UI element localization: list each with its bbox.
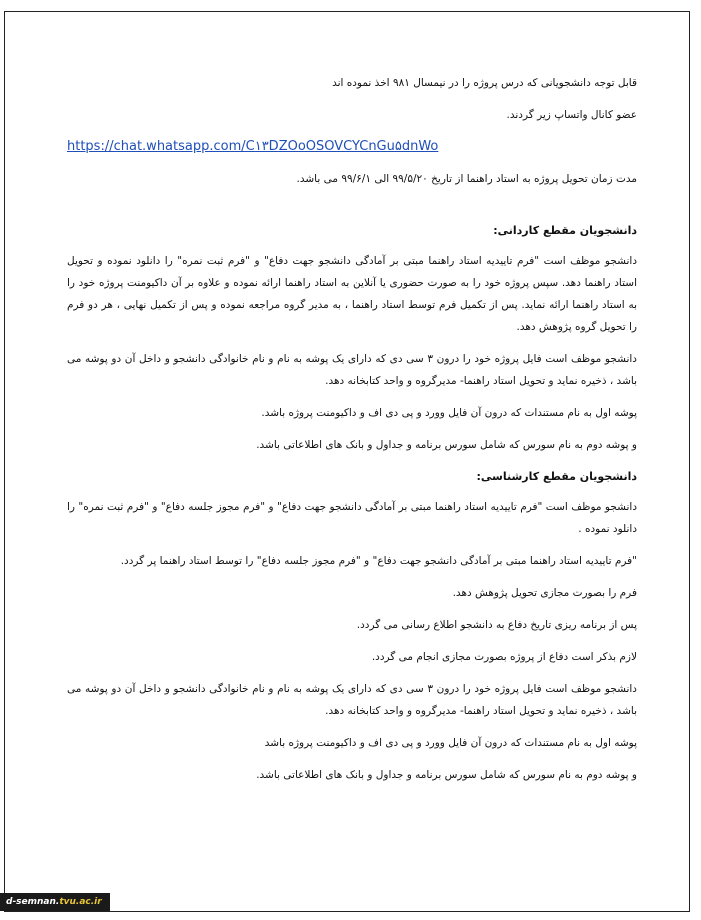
bachelor-paragraph-6: دانشجو موظف است فایل پروژه خود را درون ۳ سی دی که دارای یک پوشه به نام و نام خانوادگی دانشجو و داخل آن دو پوشه می باشد ، ذخیره نماید و تحویل استاد راهنما- مدیرگروه و واحد کتابخانه دهد. (67, 683, 637, 717)
section-spacer (67, 190, 637, 220)
notice-line-2: عضو کانال واتساپ زیر گردند. (506, 109, 637, 121)
document-content (67, 72, 637, 786)
notice-line-1: قابل توجه دانشجویانی که درس پروژه را در نیمسال ۹۸۱ اخذ نموده اند (332, 77, 637, 89)
bachelor-heading: دانشجویان مقطع کارشناسی: (476, 470, 637, 483)
watermark-prefix: d-semnan. (6, 897, 60, 907)
bachelor-paragraph-7: پوشه اول به نام مستندات که درون آن فایل وورد و پی دی اف و داکیومنت پروژه باشد (264, 737, 637, 749)
associate-paragraph-3: پوشه اول به نام مستندات که درون آن فایل وورد و پی دی اف و داکیومنت پروژه باشد. (261, 407, 637, 419)
document-page (4, 11, 690, 912)
bachelor-paragraph-8: و پوشه دوم به نام سورس که شامل سورس برنامه و جداول و بانک های اطلاعاتی باشد. (256, 769, 637, 781)
bachelor-paragraph-2: "فرم تاییدیه استاد راهنما مبتی بر آمادگی دانشجو جهت دفاع" و "فرم مجوز جلسه دفاع" را توسط استاد راهنما پر گردد. (120, 555, 637, 567)
deadline-text: مدت زمان تحویل پروژه به استاد راهنما از تاریخ ۹۹/۵/۲۰ الی ۹۹/۶/۱ می باشد. (296, 173, 637, 185)
site-watermark (0, 893, 110, 911)
bachelor-paragraph-3: فرم را بصورت مجازی تحویل پژوهش دهد. (452, 587, 637, 599)
associate-paragraph-4: و پوشه دوم به نام سورس که شامل سورس برنامه و جداول و بانک های اطلاعاتی باشد. (256, 439, 637, 451)
watermark-suffix: tvu.ac.ir (59, 897, 102, 907)
whatsapp-link[interactable]: https://chat.whatsapp.com/C۱۳DZOoOSOVCYCnGu۵dnWo (67, 139, 439, 154)
bachelor-paragraph-4: پس از برنامه ریزی تاریخ دفاع به دانشجو اطلاع رسانی می گردد. (356, 619, 637, 631)
bachelor-paragraph-5: لازم بذکر است دفاع از پروژه بصورت مجازی انجام می گردد. (371, 651, 637, 663)
associate-paragraph-1: دانشجو موظف است "فرم تاییدیه استاد راهنما مبتی بر آمادگی دانشجو جهت دفاع" و "فرم ثبت نمره" را دانلود نموده و تحویل استاد راهنما دهد. سپس پروژه خود را به صورت حضوری یا آنلاین به استاد راهنما ارائه نموده و علاوه بر آن داکیومنت پروژه خود را به استاد راهنما ارائه نماید. پس از تکمیل فرم توسط استاد راهنما ، به مدیر گروه مراجعه نموده و پس از تکمیل نهایی ، هر دو فرم را تحویل گروه پژوهش دهد. (67, 255, 637, 333)
associate-heading: دانشجویان مقطع کاردانی: (493, 224, 637, 237)
associate-paragraph-2: دانشجو موظف است فایل پروژه خود را درون ۳ سی دی که دارای یک پوشه به نام و نام خانوادگی دانشجو و داخل آن دو پوشه می باشد ، ذخیره نماید و تحویل استاد راهنما- مدیرگروه و واحد کتابخانه دهد. (67, 353, 637, 387)
bachelor-paragraph-1: دانشجو موظف است "فرم تاییدیه استاد راهنما مبتی بر آمادگی دانشجو جهت دفاع" و "فرم مجوز جلسه دفاع" و "فرم ثبت نمره" را دانلود نموده . (67, 501, 637, 535)
